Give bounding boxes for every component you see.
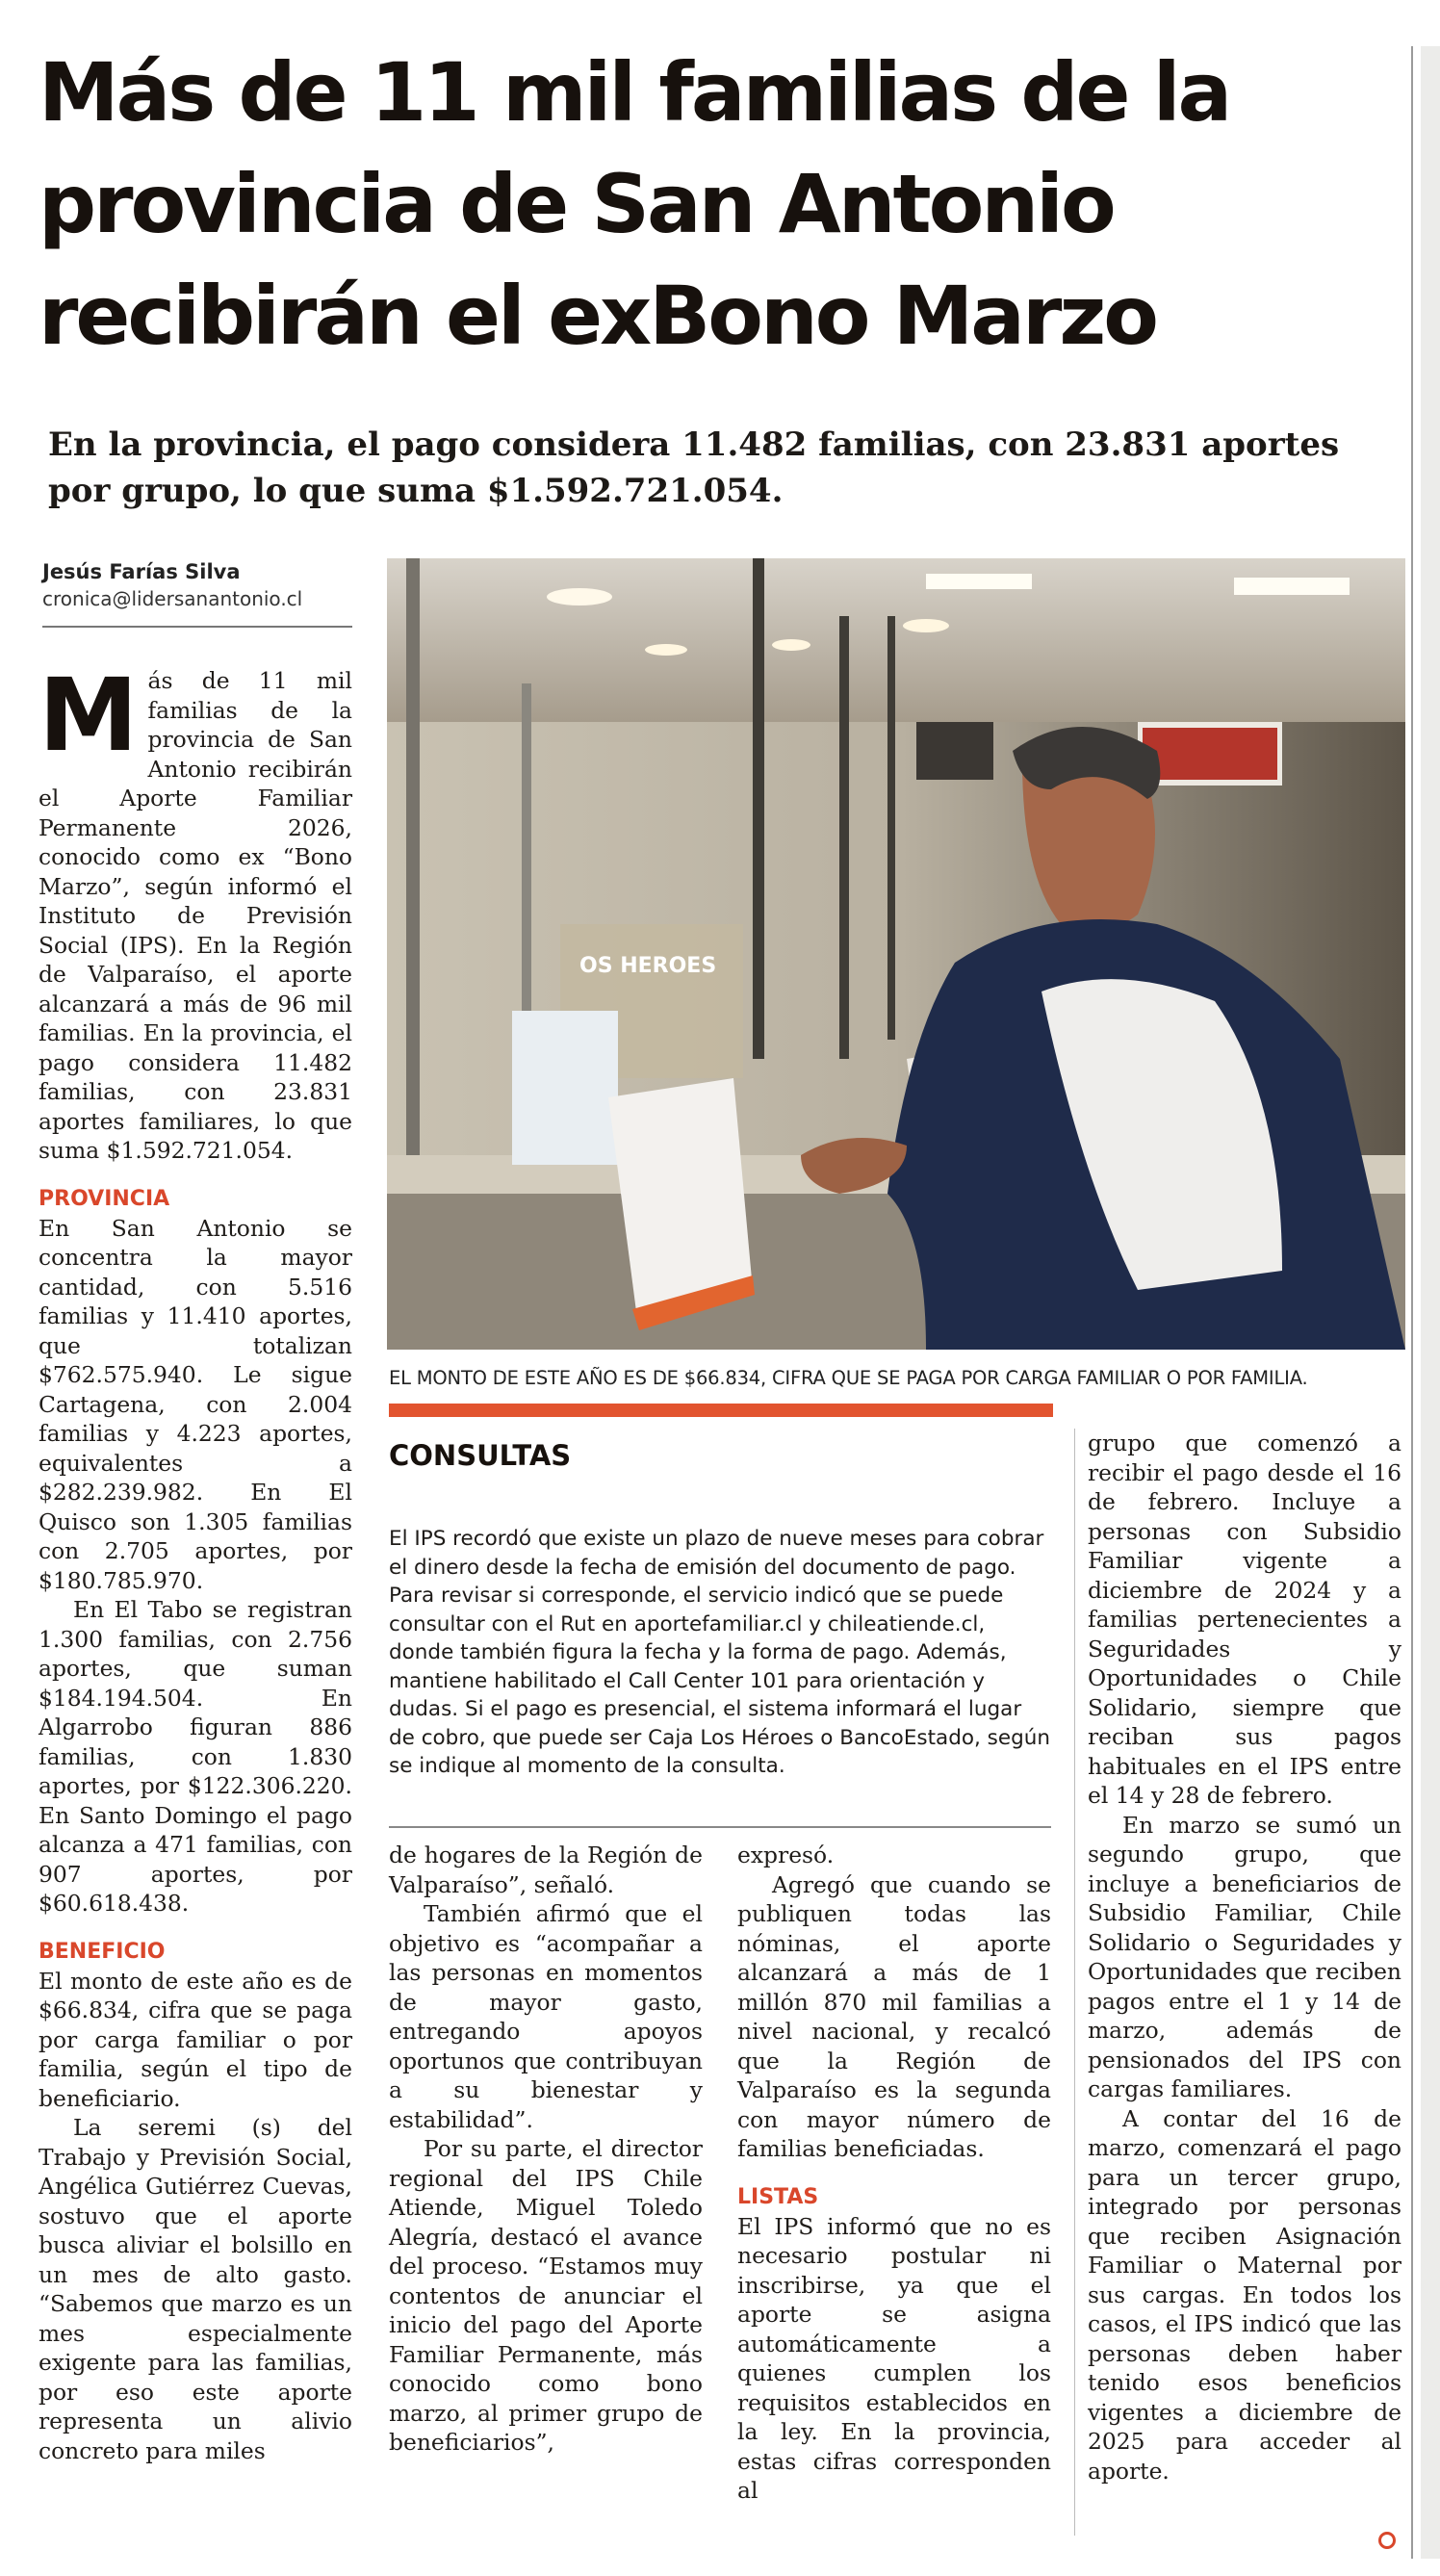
headline-line-3: recibirán el exBono Marzo [39,269,1157,363]
col3-paragraph-1: expresó. [737,1842,835,1868]
lead-text: ás de 11 mil familias de la provincia de San Antonio recibirán el Aporte Familiar Permanente 2026, conocido como ex “Bono Marzo”, según informó el Instituto de Previsión Social (IPS). En la Región de Valparaíso, el aporte alcanzará a más de 96 mil familias. En la provincia, el pago considera 11.482 familias, con 23.831 aportes familiares, lo que suma $1.592.721.054. [39,667,352,1164]
beneficio-paragraph-1: El monto de este año es de $66.834, cifra que se paga por carga familiar o por familia, según el tipo de beneficiario. [39,1967,352,2112]
photo-ips-office-illustration [387,558,1405,1350]
headline-line-1: Más de 11 mil familias de la [39,45,1230,140]
provincia-paragraph-1: En San Antonio se concentra la mayor cantidad, con 5.516 familias y 11.410 aportes, que totalizan $762.575.940. Le sigue Cartagena, con 2.004 familias y 4.223 aportes, equivalentes a $282.239.982. En El Quisco son 1.305 familias con 2.705 aportes, por $180.785.970. [39,1214,352,1594]
accent-bar [389,1404,1053,1417]
lead-paragraph [39,657,352,1166]
column-divider [1074,1429,1075,2536]
headline-line-2: provincia de San Antonio [39,157,1114,251]
byline-author: Jesús Farías Silva [42,560,241,583]
section-title-listas: LISTAS [737,2184,819,2209]
col4-paragraph-2: En marzo se sumó un segundo grupo, que incluye a beneficiarios de Subsidio Familiar, Chile Solidario o Seguridades y Oportunidades que reciben pagos entre el 1 y 14 de marzo, además de pensionados del IPS con cargas familiares. [1088,1811,1401,2102]
section-title-provincia: PROVINCIA [39,1186,170,1211]
provincia-paragraph-2: En El Tabo se registran 1.300 familias, con 2.756 aportes, que suman $184.194.504. En Algarrobo figuran 886 familias, con 1.830 aportes, por $122.306.220. En Santo Domingo el pago alcanza a 471 familias, con 907 aportes, por $60.618.438. [39,1596,352,1917]
beneficio-paragraph-2: La seremi (s) del Trabajo y Previsión Social, Angélica Gutiérrez Cuevas, sostuvo que el aporte busca aliviar el bolsillo en un mes de alto gasto. “Sabemos que marzo es un mes especialmente exigente para las familias, por eso este aporte representa un alivio concreto para miles [39,2114,352,2464]
byline-email: cronica@lidersanantonio.cl [42,587,303,610]
col4-paragraph-3: A contar del 16 de marzo, comenzará el pago para un tercer grupo, integrado por personas que reciben Asignación Familiar o Maternal por sus cargas. En todos los casos, el IPS indicó que las personas deben haber tenido esos beneficios vigentes a diciembre de 2025 para acceder al aporte. [1088,2104,1401,2485]
drop-cap: M [39,657,139,774]
headline [39,37,1415,372]
adjacent-page-edge [1421,46,1440,2559]
photo-caption: EL MONTO DE ESTE AÑO ES DE $66.834, CIFRA QUE SE PAGA POR CARGA FAMILIAR O POR FAMILIA. [389,1367,1308,1389]
photo-sign-text: OS HEROES [579,954,717,978]
page-border-rule [1411,46,1413,2559]
consultas-text: El IPS recordó que existe un plazo de nueve meses para cobrar el dinero desde la fecha de emisión del documento de pago. Para revisar si corresponde, el servicio indicó que se puede consultar con el Rut en aportefamiliar.cl y chileatiende.cl, donde también figura la fecha y la forma de pago. Además, mantiene habilitado el Call Center 101 para orientación y dudas. Si el pago es presencial, el sistema informará el lugar de cobro, que puede ser Caja Los Héroes o BancoEstado, según se indique al momento de la consulta. [389,1527,1051,1778]
news-photo [387,558,1405,1350]
col3-paragraph-3: El IPS informó que no es necesario postular ni inscribirse, ya que el aporte se asigna automáticamente a quienes cumplen los requisitos establecidos en la ley. En la provincia, estas cifras corresponden al [737,2212,1051,2504]
byline-divider [42,626,352,628]
article-column-4 [1088,1429,1401,2486]
article-column-3 [737,1841,1051,2506]
col3-paragraph-2: Agregó que cuando se publiquen todas las nóminas, el aporte alcanzará a más de 1 millón 870 mil familias a nivel nacional, y recalcó que la Región de Valparaíso es la segunda con mayor número de familias beneficiadas. [737,1870,1051,2162]
article-column-1 [39,657,352,2465]
col2-paragraph-3: Por su parte, el director regional del IPS Chile Atiende, Miguel Toledo Alegría, destacó el avance del proceso. “Estamos muy contentos de anunciar el inicio del pago del Aporte Familiar Permanente, más conocido como bono marzo, al primer grupo de beneficiarios”, [389,2135,703,2456]
article-column-2 [389,1841,703,2458]
consultas-box [389,1525,1051,1781]
subheadline: En la provincia, el pago considera 11.482 familias, con 23.831 aportes por grupo, lo que suma $1.592.721.054. [48,425,1340,510]
col2-paragraph-1: de hogares de la Región de Valparaíso”, señaló. [389,1842,703,1898]
box-divider [389,1826,1051,1828]
section-title-beneficio: BENEFICIO [39,1939,166,1964]
col2-paragraph-2: También afirmó que el objetivo es “acompañar a las personas en momentos de mayor gasto, entregando apoyos oportunos que contribuyan a su bienestar y estabilidad”. [389,1900,703,2133]
consultas-title: CONSULTAS [389,1439,572,1472]
col4-paragraph-1: grupo que comenzó a recibir el pago desde el 16 de febrero. Incluye a personas con Subsidio Familiar vigente a diciembre de 2024 y a familias pertenecientes a Seguridades y Oportunidades o Chile Solidario, siempre que reciban sus pagos habituales en el IPS entre el 14 y 28 de febrero. [1088,1430,1401,1809]
end-mark-icon [1378,2532,1396,2549]
